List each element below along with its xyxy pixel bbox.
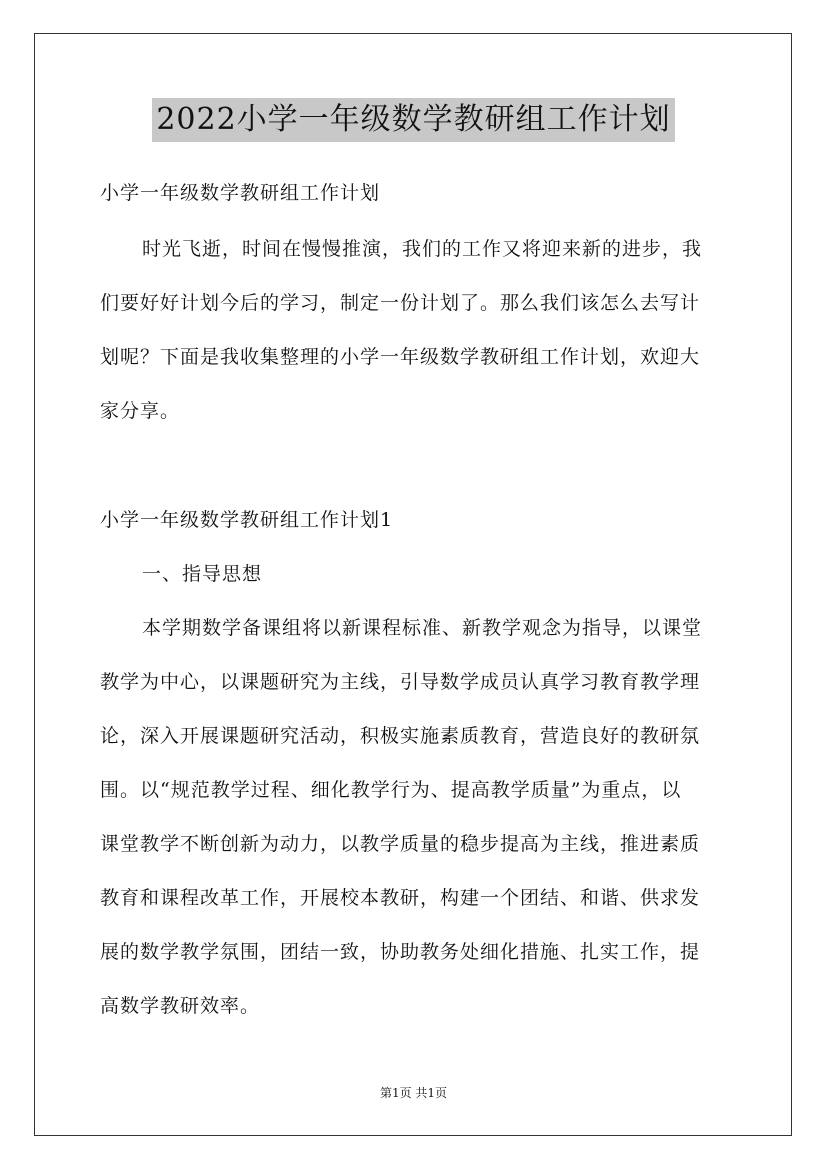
intro-line-1: 时光飞逝，时间在慢慢推演，我们的工作又将迎来新的进步，我 [142,238,703,260]
body-line-2: 教学为中心，以课题研究为主线，引导数学成员认真学习教育教学理 [100,671,701,693]
body-line-4: 围。以“规范教学过程、细化教学行为、提高教学质量”为重点，以 [100,779,682,801]
body-line-8: 高数学教研效率。 [100,995,261,1017]
page-footer: 第1页 共1页 [379,1086,448,1100]
subtitle: 小学一年级数学教研组工作计划 [100,182,381,204]
body-line-6: 教育和课程改革工作，开展校本教研，构建一个团结、和谐、供求发 [100,887,701,909]
body-line-3: 论，深入开展课题研究活动，积极实施素质教育，营造良好的教研氛 [100,725,701,747]
document-title: 2022小学一年级数学教研组工作计划 [152,98,674,142]
body-line-5: 课堂教学不断创新为动力，以教学质量的稳步提高为主线，推进素质 [100,833,701,855]
section-title: 小学一年级数学教研组工作计划1 [100,509,394,531]
intro-line-4: 家分享。 [100,400,181,422]
intro-line-3: 划呢？下面是我收集整理的小学一年级数学教研组工作计划，欢迎大 [100,346,701,368]
title-container [0,98,827,142]
heading-guiding-ideology: 一、指导思想 [142,563,263,585]
intro-line-2: 们要好好计划今后的学习，制定一份计划了。那么我们该怎么去写计 [100,292,701,314]
body-line-7: 展的数学教学氛围，团结一致，协助教务处细化措施、扎实工作，提 [100,941,701,963]
body-line-1: 本学期数学备课组将以新课程标准、新教学观念为指导，以课堂 [142,617,703,639]
